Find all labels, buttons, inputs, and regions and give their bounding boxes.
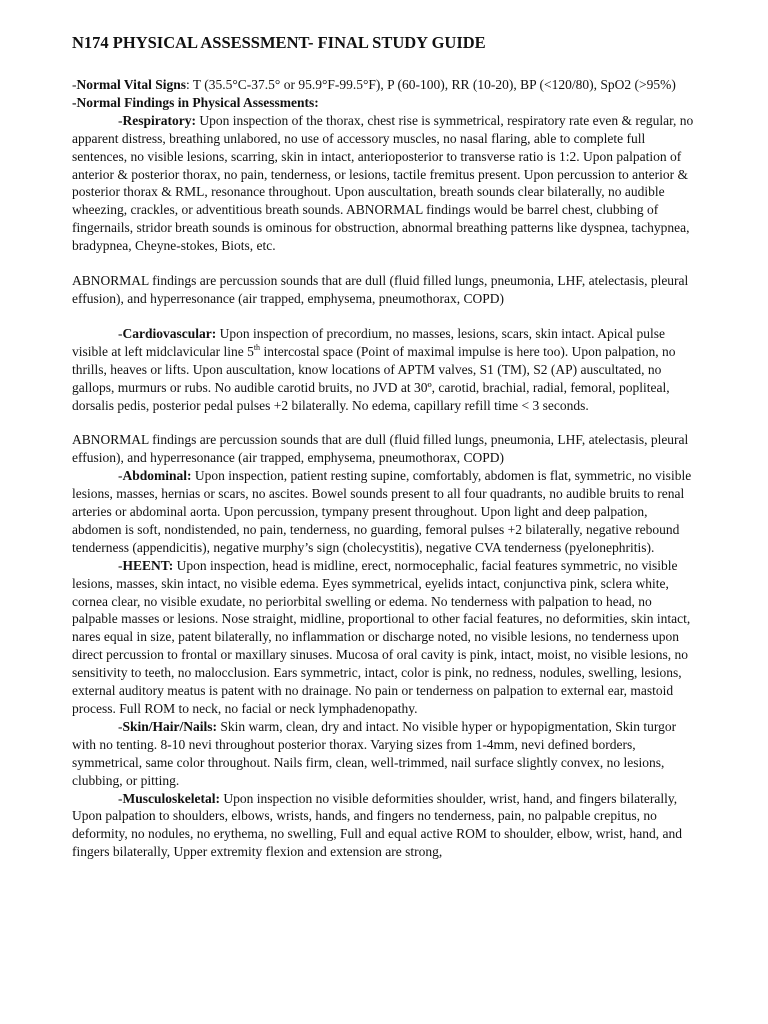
musculoskeletal-paragraph	[72, 790, 698, 862]
skin-label: Skin/Hair/Nails:	[122, 718, 218, 734]
respiratory-prefix: -	[118, 112, 123, 128]
ordinal-superscript: th	[253, 342, 261, 352]
abdominal-prefix: -	[118, 468, 123, 484]
skin-prefix: -	[118, 718, 123, 734]
abdominal-label: Abdominal:	[122, 468, 192, 484]
paragraph-gap	[72, 255, 698, 272]
respiratory-label: Respiratory:	[122, 112, 196, 128]
musculoskeletal-text: Upon inspection no visible deformities shoulder, wrist, hand, and fingers bilaterally, Upon palpation to shoulders, elbows, wrists, hands, and fingers no tenderness, pain, no palpable crepitus, no deformity, no nodules, no erythema, no swelling, Full and equal active ROM to shoulder, elbow, wrist, hand, and fingers bilaterally, Upper extremity flexion and extension are strong,	[72, 790, 682, 860]
heent-label: HEENT:	[122, 557, 174, 573]
vital-signs-paragraph	[72, 76, 698, 94]
respiratory-text: Upon inspection of the thorax, chest rise is symmetrical, respiratory rate even & regular, no apparent distress, breathing unlabored, no use of accessory muscles, no nasal flaring, able to complete full sentences, no visible lesions, scarring, skin in intact, anterioposterior to transverse ratio is 1:2. Upon palpation of anterior & posterior thorax, no pain, tenderness, or lesions, tactile fremitus present. Upon percussion to anterior & posterior thorax & RML, resonance throughout. Upon auscultation, breath sounds clear bilaterally, no audible wheezing, crackles, or adventitious breath sounds. ABNORMAL findings would be barrel chest, clubbing of fingernails, stridor breath sounds is ominous for obstruction, abnormal breathing patterns like dyspnea, tachypnea, bradypnea, Cheyne-stokes, Biots, etc.	[72, 112, 694, 254]
heent-prefix: -	[118, 557, 123, 573]
respiratory-paragraph	[72, 112, 698, 255]
vital-signs-text: : T (35.5°C-37.5° or 95.9°F-99.5°F), P (60-100), RR (10-20), BP (<120/80), SpO2 (>95%)	[186, 77, 676, 92]
cardiovascular-text-a: Upon inspection of precordium, no masses, lesions, scars, skin intact. Apical pulse visible at left midclavicular line 5	[72, 325, 666, 359]
vital-signs-label: Normal Vital Signs	[76, 77, 187, 92]
vital-signs-prefix: -	[72, 77, 77, 92]
cardiovascular-label: Cardiovascular:	[122, 325, 217, 341]
normal-findings-heading: -Normal Findings in Physical Assessments:	[72, 94, 319, 110]
heent-text: Upon inspection, head is midline, erect, normocephalic, facial features symmetric, no visible lesions, masses, skin intact, no visible edema. Eyes symmetrical, eyelids intact, conjunctiva pink, sclera white, cornea clear, no visible exudate, no periorbital swelling or edema. No tenderness with palpation to head, no palpable masses or lesions. Nose straight, midline, proportional to other facial features, no deformities, skin intact, nares equal in size, patent bilaterally, no inflammation or discharge noted, no visible lesions, no tenderness upon direct percussion to frontal or maxillary sinuses. Mucosa of oral cavity is pink, intact, moist, no visible lesions, no sensitivity to teeth, no malocclusion. Ears symmetric, intact, color is pink, no redness, nodules, swelling, lesions, external auditory meatus is patent with no drainage. No pain or tenderness on palpation to external ear, mastoid process. Full ROM to neck, no facial or neck lymphadenopathy.	[72, 557, 691, 716]
page-title: N174 PHYSICAL ASSESSMENT- FINAL STUDY GUIDE	[72, 33, 486, 52]
skin-hair-nails-paragraph	[72, 718, 698, 790]
abdominal-text: Upon inspection, patient resting supine, comfortably, abdomen is flat, symmetric, no visible lesions, masses, hernias or scars, no ascites. Bowel sounds present to all four quadrants, no audible bruits to renal arteries or abdominal aorta. Upon percussion, tympany present throughout. Upon light and deep palpation, abdomen is soft, nondistended, no pain, tenderness, no guarding, femoral pulses +2 bilaterally, negative rebound tenderness (appendicitis), negative murphy’s sign (cholecystitis), negative CVA tenderness (pyelonephritis).	[72, 468, 692, 555]
abnormal-findings-paragraph-2: ABNORMAL findings are percussion sounds that are dull (fluid filled lungs, pneumonia, LHF, atelectasis, pleural effusion), and hyperresonance (air trapped, emphysema, pneumothorax, COPD)	[72, 432, 689, 466]
paragraph-gap	[72, 414, 698, 431]
musculoskeletal-label: Musculoskeletal:	[122, 790, 220, 806]
heent-paragraph	[72, 557, 698, 718]
cardiovascular-prefix: -	[118, 325, 123, 341]
abnormal-findings-paragraph-1: ABNORMAL findings are percussion sounds that are dull (fluid filled lungs, pneumonia, LHF, atelectasis, pleural effusion), and hyperresonance (air trapped, emphysema, pneumothorax, COPD)	[72, 273, 689, 306]
cardiovascular-text-b: intercostal space (Point of maximal impulse is here too). Upon palpation, no thrills, heaves or lifts. Upon auscultation, know locations of APTM valves, S1 (TM), S2 (AP) auscultated, no gallops, murmurs or rubs. No audible carotid bruits, no JVD at 30º, carotid, brachial, radial, femoral, popliteal, dorsalis pedis, posterior pedal pulses +2 bilaterally. No edema, capillary refill time < 3 seconds.	[72, 343, 676, 413]
abdominal-paragraph	[72, 467, 698, 557]
skin-text: Skin warm, clean, dry and intact. No visible hyper or hypopigmentation, Skin turgor with no tenting. 8-10 nevi throughout posterior thorax. Varying sizes from 1-4mm, nevi defined borders, symmetrical, same color throughout. Nails firm, clean, well-trimmed, nail surface slightly convex, no lesions, clubbing, or pitting.	[72, 718, 677, 788]
paragraph-gap	[72, 308, 698, 325]
cardiovascular-paragraph	[72, 325, 698, 415]
musculoskeletal-prefix: -	[118, 790, 123, 806]
